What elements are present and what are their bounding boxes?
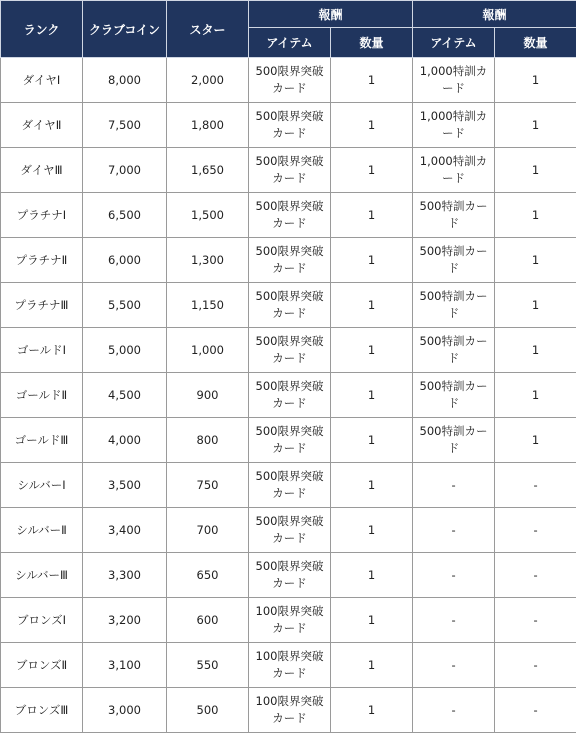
reward-qty-2-cell: 1 bbox=[495, 418, 576, 463]
club-coin-cell: 7,500 bbox=[83, 103, 167, 148]
reward-qty-2-cell: 1 bbox=[495, 103, 576, 148]
reward-item-1-cell: 500限界突破カード bbox=[249, 328, 331, 373]
reward-item-1-cell: 500限界突破カード bbox=[249, 463, 331, 508]
table-row bbox=[1, 148, 576, 193]
star-cell: 550 bbox=[167, 643, 249, 688]
reward-qty-2-cell: 1 bbox=[495, 148, 576, 193]
reward-item-1-cell: 500限界突破カード bbox=[249, 373, 331, 418]
reward-item-1-cell: 100限界突破カード bbox=[249, 643, 331, 688]
header-qty-2: 数量 bbox=[495, 28, 576, 58]
star-cell: 600 bbox=[167, 598, 249, 643]
rank-cell: ブロンズⅢ bbox=[1, 688, 83, 733]
rank-cell: ブロンズⅠ bbox=[1, 598, 83, 643]
table-row bbox=[1, 193, 576, 238]
reward-qty-2-cell: - bbox=[495, 598, 576, 643]
rank-cell: プラチナⅡ bbox=[1, 238, 83, 283]
table-row bbox=[1, 58, 576, 103]
reward-item-2-cell: 1,000特訓カード bbox=[413, 103, 495, 148]
reward-qty-1-cell: 1 bbox=[331, 463, 413, 508]
reward-item-1-cell: 500限界突破カード bbox=[249, 238, 331, 283]
header-club-coin: クラブコイン bbox=[83, 1, 167, 58]
table-row bbox=[1, 643, 576, 688]
club-coin-cell: 7,000 bbox=[83, 148, 167, 193]
star-cell: 900 bbox=[167, 373, 249, 418]
reward-item-1-cell: 500限界突破カード bbox=[249, 508, 331, 553]
club-coin-cell: 3,400 bbox=[83, 508, 167, 553]
header-reward-2: 報酬 bbox=[413, 1, 576, 28]
table-row bbox=[1, 373, 576, 418]
reward-qty-1-cell: 1 bbox=[331, 58, 413, 103]
reward-item-1-cell: 100限界突破カード bbox=[249, 688, 331, 733]
reward-item-2-cell: 500特訓カード bbox=[413, 238, 495, 283]
star-cell: 2,000 bbox=[167, 58, 249, 103]
header-star: スター bbox=[167, 1, 249, 58]
rank-cell: シルバーⅢ bbox=[1, 553, 83, 598]
rank-cell: ゴールドⅠ bbox=[1, 328, 83, 373]
reward-item-1-cell: 500限界突破カード bbox=[249, 283, 331, 328]
table-row bbox=[1, 418, 576, 463]
rank-cell: ダイヤⅠ bbox=[1, 58, 83, 103]
rank-cell: ダイヤⅡ bbox=[1, 103, 83, 148]
reward-qty-2-cell: - bbox=[495, 553, 576, 598]
star-cell: 1,650 bbox=[167, 148, 249, 193]
rank-cell: シルバーⅡ bbox=[1, 508, 83, 553]
reward-item-1-cell: 500限界突破カード bbox=[249, 148, 331, 193]
reward-qty-1-cell: 1 bbox=[331, 508, 413, 553]
reward-qty-1-cell: 1 bbox=[331, 328, 413, 373]
star-cell: 650 bbox=[167, 553, 249, 598]
club-coin-cell: 5,500 bbox=[83, 283, 167, 328]
star-cell: 700 bbox=[167, 508, 249, 553]
reward-item-2-cell: - bbox=[413, 508, 495, 553]
reward-qty-2-cell: 1 bbox=[495, 238, 576, 283]
header-item-1: アイテム bbox=[249, 28, 331, 58]
star-cell: 1,000 bbox=[167, 328, 249, 373]
table-row bbox=[1, 238, 576, 283]
table-row bbox=[1, 463, 576, 508]
reward-item-2-cell: 500特訓カード bbox=[413, 328, 495, 373]
reward-item-2-cell: 500特訓カード bbox=[413, 418, 495, 463]
reward-item-2-cell: - bbox=[413, 463, 495, 508]
reward-item-2-cell: 500特訓カード bbox=[413, 193, 495, 238]
club-coin-cell: 6,500 bbox=[83, 193, 167, 238]
star-cell: 1,800 bbox=[167, 103, 249, 148]
reward-qty-2-cell: - bbox=[495, 508, 576, 553]
star-cell: 1,150 bbox=[167, 283, 249, 328]
reward-qty-1-cell: 1 bbox=[331, 103, 413, 148]
star-cell: 800 bbox=[167, 418, 249, 463]
rank-cell: ゴールドⅡ bbox=[1, 373, 83, 418]
reward-qty-1-cell: 1 bbox=[331, 643, 413, 688]
club-coin-cell: 3,000 bbox=[83, 688, 167, 733]
reward-item-2-cell: - bbox=[413, 688, 495, 733]
table-row bbox=[1, 328, 576, 373]
reward-item-1-cell: 500限界突破カード bbox=[249, 58, 331, 103]
club-coin-cell: 3,200 bbox=[83, 598, 167, 643]
reward-item-2-cell: 1,000特訓カード bbox=[413, 148, 495, 193]
rank-cell: ゴールドⅢ bbox=[1, 418, 83, 463]
club-coin-cell: 4,500 bbox=[83, 373, 167, 418]
table-row bbox=[1, 688, 576, 733]
reward-qty-2-cell: - bbox=[495, 643, 576, 688]
club-coin-cell: 6,000 bbox=[83, 238, 167, 283]
reward-item-2-cell: - bbox=[413, 553, 495, 598]
header-rank: ランク bbox=[1, 1, 83, 58]
reward-qty-2-cell: 1 bbox=[495, 58, 576, 103]
reward-qty-1-cell: 1 bbox=[331, 373, 413, 418]
club-coin-cell: 8,000 bbox=[83, 58, 167, 103]
star-cell: 1,300 bbox=[167, 238, 249, 283]
reward-qty-2-cell: - bbox=[495, 463, 576, 508]
rank-cell: シルバーⅠ bbox=[1, 463, 83, 508]
reward-item-1-cell: 500限界突破カード bbox=[249, 103, 331, 148]
reward-item-2-cell: - bbox=[413, 643, 495, 688]
club-coin-cell: 3,100 bbox=[83, 643, 167, 688]
reward-item-1-cell: 500限界突破カード bbox=[249, 553, 331, 598]
reward-qty-2-cell: - bbox=[495, 688, 576, 733]
rank-cell: ブロンズⅡ bbox=[1, 643, 83, 688]
star-cell: 500 bbox=[167, 688, 249, 733]
reward-qty-2-cell: 1 bbox=[495, 283, 576, 328]
reward-qty-1-cell: 1 bbox=[331, 193, 413, 238]
reward-item-1-cell: 500限界突破カード bbox=[249, 193, 331, 238]
reward-qty-2-cell: 1 bbox=[495, 193, 576, 238]
reward-item-2-cell: 500特訓カード bbox=[413, 283, 495, 328]
table-row bbox=[1, 553, 576, 598]
club-coin-cell: 4,000 bbox=[83, 418, 167, 463]
reward-qty-1-cell: 1 bbox=[331, 283, 413, 328]
rank-cell: プラチナⅠ bbox=[1, 193, 83, 238]
reward-qty-1-cell: 1 bbox=[331, 598, 413, 643]
reward-item-2-cell: 1,000特訓カード bbox=[413, 58, 495, 103]
reward-item-2-cell: - bbox=[413, 598, 495, 643]
club-coin-cell: 3,300 bbox=[83, 553, 167, 598]
reward-item-1-cell: 500限界突破カード bbox=[249, 418, 331, 463]
star-cell: 1,500 bbox=[167, 193, 249, 238]
table-row bbox=[1, 283, 576, 328]
club-coin-cell: 5,000 bbox=[83, 328, 167, 373]
reward-qty-1-cell: 1 bbox=[331, 148, 413, 193]
header-reward-1: 報酬 bbox=[249, 1, 413, 28]
reward-qty-1-cell: 1 bbox=[331, 553, 413, 598]
table-row bbox=[1, 598, 576, 643]
rank-cell: プラチナⅢ bbox=[1, 283, 83, 328]
table-row bbox=[1, 508, 576, 553]
table-row bbox=[1, 103, 576, 148]
rank-cell: ダイヤⅢ bbox=[1, 148, 83, 193]
club-coin-cell: 3,500 bbox=[83, 463, 167, 508]
reward-qty-2-cell: 1 bbox=[495, 373, 576, 418]
header-qty-1: 数量 bbox=[331, 28, 413, 58]
reward-item-2-cell: 500特訓カード bbox=[413, 373, 495, 418]
reward-qty-1-cell: 1 bbox=[331, 418, 413, 463]
header-item-2: アイテム bbox=[413, 28, 495, 58]
star-cell: 750 bbox=[167, 463, 249, 508]
reward-item-1-cell: 100限界突破カード bbox=[249, 598, 331, 643]
reward-qty-2-cell: 1 bbox=[495, 328, 576, 373]
table-body bbox=[1, 58, 576, 733]
reward-qty-1-cell: 1 bbox=[331, 238, 413, 283]
reward-qty-1-cell: 1 bbox=[331, 688, 413, 733]
